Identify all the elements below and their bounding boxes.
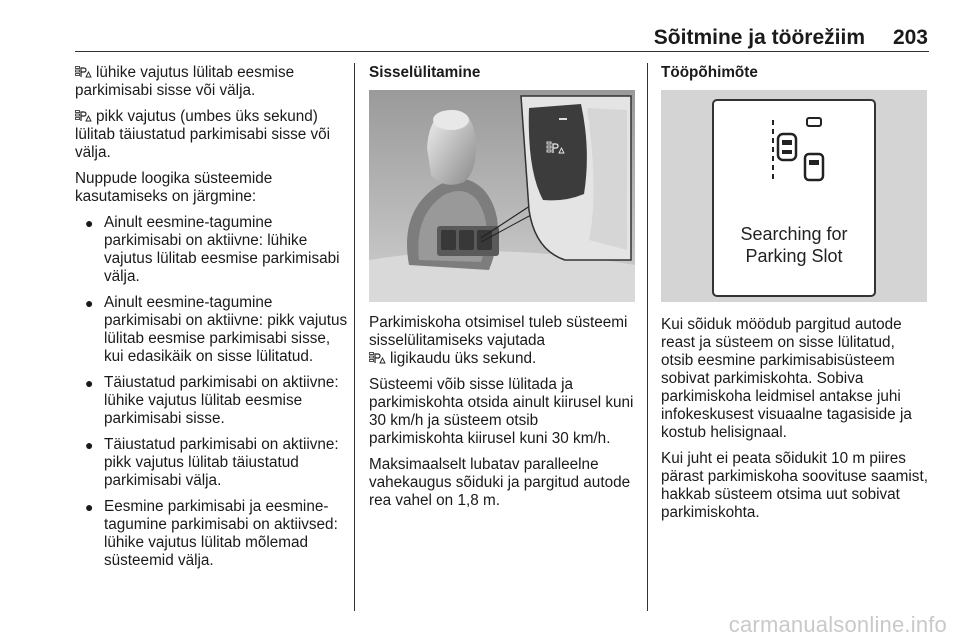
paragraph-timeout: Kui juht ei peata sõidukit 10 m piires pärast parkimiskoha soovituse saamist, hakkab süsteem otsima uut sobivat parkimiskohta. xyxy=(661,450,928,521)
header-divider xyxy=(75,51,929,52)
column-divider-1 xyxy=(354,63,355,611)
display-status-line-2: Parking Slot xyxy=(745,246,843,266)
page-number: 203 xyxy=(892,26,928,49)
column-3 xyxy=(661,64,929,530)
column-1 xyxy=(75,64,351,578)
paragraph-long-press xyxy=(75,108,351,162)
driver-info-display-figure xyxy=(661,90,927,302)
column-2 xyxy=(369,64,635,518)
section-heading-activation: Sisselülitamine xyxy=(369,64,481,81)
bullet-dot: ● xyxy=(85,375,94,391)
bullet-dot: ● xyxy=(85,499,94,515)
list-item: ● Täiustatud parkimisabi on aktiivne: pikk vajutus lülitab täiustatud parkimisabi välja. xyxy=(85,436,339,489)
center-console-switch-figure xyxy=(369,90,635,302)
paragraph-logic-intro: Nuppude loogika süsteemide kasutamiseks on järgmine: xyxy=(75,170,273,205)
display-status-line-1: Searching for xyxy=(740,224,848,244)
paragraph-short-press xyxy=(75,64,351,100)
button-logic-list xyxy=(75,214,351,570)
section-heading-operation: Tööpõhimõte xyxy=(661,64,758,81)
bullet-dot: ● xyxy=(85,295,94,311)
column-divider-2 xyxy=(647,63,648,611)
list-item: ● Eesmine parkimisabi ja eesmine-tagumine parkimisabi on aktiivsed: lühike vajutus lülitab mõlemad süsteemid välja. xyxy=(85,498,338,569)
list-item: ● Ainult eesmine-tagumine parkimisabi on aktiivne: pikk vajutus lülitab eesmise parkimisabi sisse, kui edasikäik on sisse lülitatud. xyxy=(85,294,348,365)
watermark: carmanualsonline.info xyxy=(728,612,947,637)
paragraph-activation: Parkimiskoha otsimisel tuleb süsteemi sisselülitamiseks vajutada ligikaudu üks sekund. xyxy=(369,314,628,367)
parking-assist-icon xyxy=(75,110,92,122)
bullet-dot: ● xyxy=(85,437,94,453)
paragraph-operation: Kui sõiduk möödub pargitud autode reast ja süsteem on sisse lülitatud, otsib eesmine parkimisabisüsteem sobivat parkimiskohta. Sobiva parkimiskoha leidmisel antakse juhi infokeskusest visuaalne tagasiside ja kostub helisignaal. xyxy=(661,316,912,441)
paragraph-speed-limit: Süsteemi võib sisse lülitada ja parkimiskohta otsida ainult kiirusel kuni 30 km/h ja süsteem otsib parkimiskohta kiirusel kuni 30 km/h. xyxy=(369,376,634,447)
long-press-text: pikk vajutus (umbes üks sekund) lülitab täiustatud parkimisabi sisse või välja. xyxy=(75,108,331,161)
parking-assist-icon xyxy=(75,66,92,78)
list-item: ● Ainult eesmine-tagumine parkimisabi on aktiivne: lühike vajutus lülitab eesmise parkimisabi välja. xyxy=(85,214,340,285)
list-item: ● Täiustatud parkimisabi on aktiivne: lühike vajutus lülitab eesmise parkimisabi sisse. xyxy=(85,374,339,427)
parking-assist-icon xyxy=(369,352,386,364)
page-header-title: Sõitmine ja töörežiim xyxy=(653,26,865,49)
short-press-text: lühike vajutus lülitab eesmise parkimisabi sisse või välja. xyxy=(75,64,295,99)
bullet-dot: ● xyxy=(85,215,94,231)
paragraph-max-distance: Maksimaalselt lubatav paralleelne vahekaugus sõiduki ja pargitud autode rea vahel on 1,8 m. xyxy=(369,456,631,509)
